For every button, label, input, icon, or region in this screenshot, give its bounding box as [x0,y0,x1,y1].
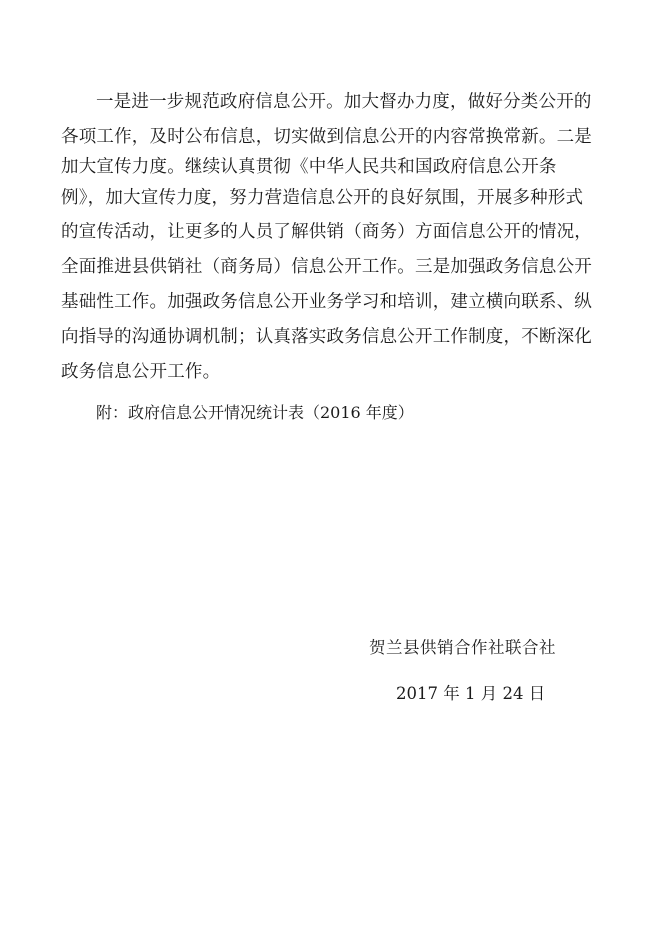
paragraph-line-9: 政务信息公开工作。 [61,362,221,382]
paragraph-line-3: 加大宣传力度。继续认真贯彻《中华人民共和国政府信息公开条 [61,157,557,177]
paragraph-line-2: 各项工作，及时公布信息，切实做到信息公开的内容常换常新。二是 [61,127,592,147]
paragraph-line-5: 的宣传活动，让更多的人员了解供销（商务）方面信息公开的情况， [61,222,592,242]
signature-organization: 贺兰县供销合作社联合社 [369,638,556,657]
attachment-note: 附：政府信息公开情况统计表（2016 年度） [96,403,414,422]
paragraph-line-8: 向指导的沟通协调机制；认真落实政务信息公开工作制度，不断深化 [61,327,592,347]
paragraph-line-4: 例》，加大宣传力度，努力营造信息公开的良好氛围，开展多种形式 [61,188,584,208]
paragraph-line-6: 全面推进县供销社（商务局）信息公开工作。三是加强政务信息公开 [61,257,592,277]
paragraph-line-1: 一是进一步规范政府信息公开。加大督办力度，做好分类公开的 [96,92,592,112]
signature-date: 2017 年 1 月 24 日 [396,684,546,703]
paragraph-line-7: 基础性工作。加强政务信息公开业务学习和培训，建立横向联系、纵 [61,292,592,312]
